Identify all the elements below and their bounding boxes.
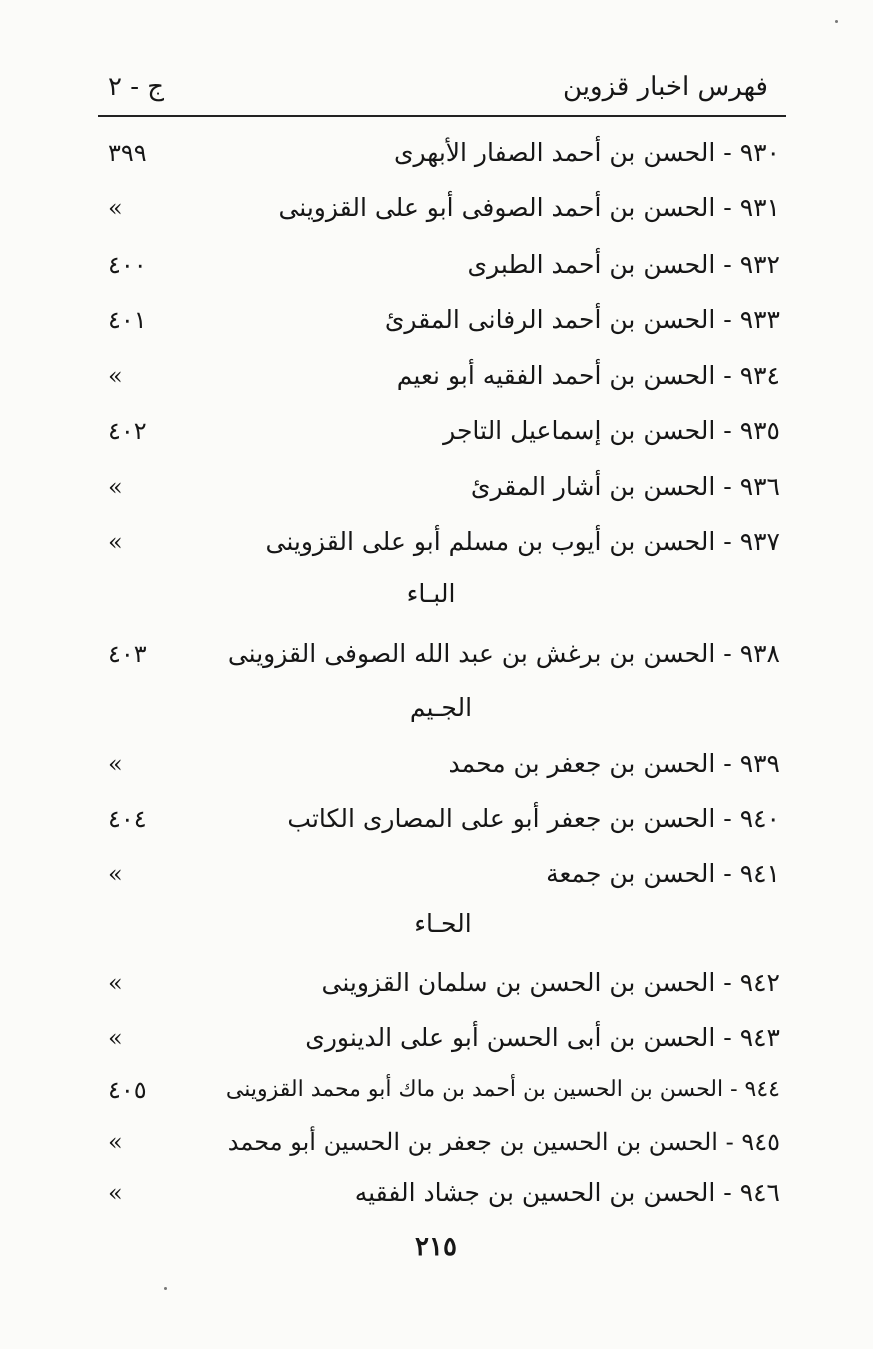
entry-page: ٤٠٤ xyxy=(108,805,147,833)
entry-page: » xyxy=(108,473,123,501)
entry-text: ٩٣٧ - الحسن بن أيوب بن مسلم أبو على القزوينى xyxy=(265,527,780,556)
index-entry xyxy=(100,742,780,786)
paper-speck xyxy=(164,1287,167,1290)
entry-page: » xyxy=(108,969,123,997)
header-title: فهرس اخبار قزوين xyxy=(562,72,768,102)
index-entry xyxy=(100,1068,780,1112)
index-entry xyxy=(100,961,780,1005)
entry-text: ٩٤٥ - الحسن بن الحسين بن جعفر بن الحسين أبو محمد xyxy=(227,1128,780,1156)
entry-text: ٩٤١ - الحسن بن جمعة xyxy=(546,859,780,888)
index-entry xyxy=(100,243,780,287)
entry-page: » xyxy=(108,860,123,888)
entry-text: ٩٣٦ - الحسن بن أشار المقرئ xyxy=(470,472,780,501)
entry-text: ٩٤٦ - الحسن بن الحسين بن جشاد الفقيه xyxy=(354,1178,780,1207)
entry-page: ٣٩٩ xyxy=(108,139,147,167)
page-number: ٢١٥ xyxy=(415,1232,457,1262)
entry-page: » xyxy=(108,528,123,556)
entry-text: ٩٣٣ - الحسن بن أحمد الرفانى المقرئ xyxy=(384,305,780,334)
entry-page: ٤٠١ xyxy=(108,306,147,334)
entry-text: ٩٣٤ - الحسن بن أحمد الفقيه أبو نعيم xyxy=(396,361,780,390)
section-heading: الجـيم xyxy=(409,693,473,722)
index-entry xyxy=(100,1120,780,1164)
paper-speck xyxy=(835,20,838,23)
entry-text: ٩٤٤ - الحسن بن الحسين بن أحمد بن ماك أبو محمد القزوينى xyxy=(225,1077,780,1102)
entry-page: ٤٠٠ xyxy=(108,251,147,279)
index-entry xyxy=(100,852,780,896)
index-entry xyxy=(100,797,780,841)
entry-page: » xyxy=(108,1179,123,1207)
index-entry xyxy=(100,131,780,175)
index-entry xyxy=(100,520,780,564)
index-entry xyxy=(100,409,780,453)
entry-text: ٩٣٢ - الحسن بن أحمد الطبرى xyxy=(467,250,780,279)
index-entry xyxy=(100,186,780,230)
entry-text: ٩٤٣ - الحسن بن أبى الحسن أبو على الدينورى xyxy=(305,1023,780,1052)
section-heading: البـاء xyxy=(406,579,456,608)
index-entry xyxy=(100,354,780,398)
entry-text: ٩٣٠ - الحسن بن أحمد الصفار الأبهرى xyxy=(393,138,780,167)
entry-page: » xyxy=(108,750,123,778)
entry-text: ٩٣٨ - الحسن بن برغش بن عبد الله الصوفى القزوينى xyxy=(227,639,780,668)
entry-page: ٤٠٣ xyxy=(108,640,147,668)
index-entry xyxy=(100,465,780,509)
section-heading: الحـاء xyxy=(414,909,472,938)
entry-page: » xyxy=(108,1128,123,1156)
index-entry xyxy=(100,1171,780,1215)
entry-page: » xyxy=(108,194,123,222)
entry-text: ٩٣٩ - الحسن بن جعفر بن محمد xyxy=(448,749,780,778)
entry-text: ٩٣٥ - الحسن بن إسماعيل التاجر xyxy=(443,416,780,445)
entry-text: ٩٤٢ - الحسن بن الحسن بن سلمان القزوينى xyxy=(321,968,780,997)
entry-text: ٩٤٠ - الحسن بن جعفر أبو على المصارى الكاتب xyxy=(287,804,780,833)
entry-text: ٩٣١ - الحسن بن أحمد الصوفى أبو على القزوينى xyxy=(278,193,780,222)
entry-page: » xyxy=(108,1024,123,1052)
header-volume: ج - ٢ xyxy=(108,72,165,102)
index-entry xyxy=(100,632,780,676)
entry-page: » xyxy=(108,362,123,390)
entry-page: ٤٠٥ xyxy=(108,1076,147,1104)
entry-page: ٤٠٢ xyxy=(108,417,147,445)
index-entry xyxy=(100,1016,780,1060)
index-entry xyxy=(100,298,780,342)
